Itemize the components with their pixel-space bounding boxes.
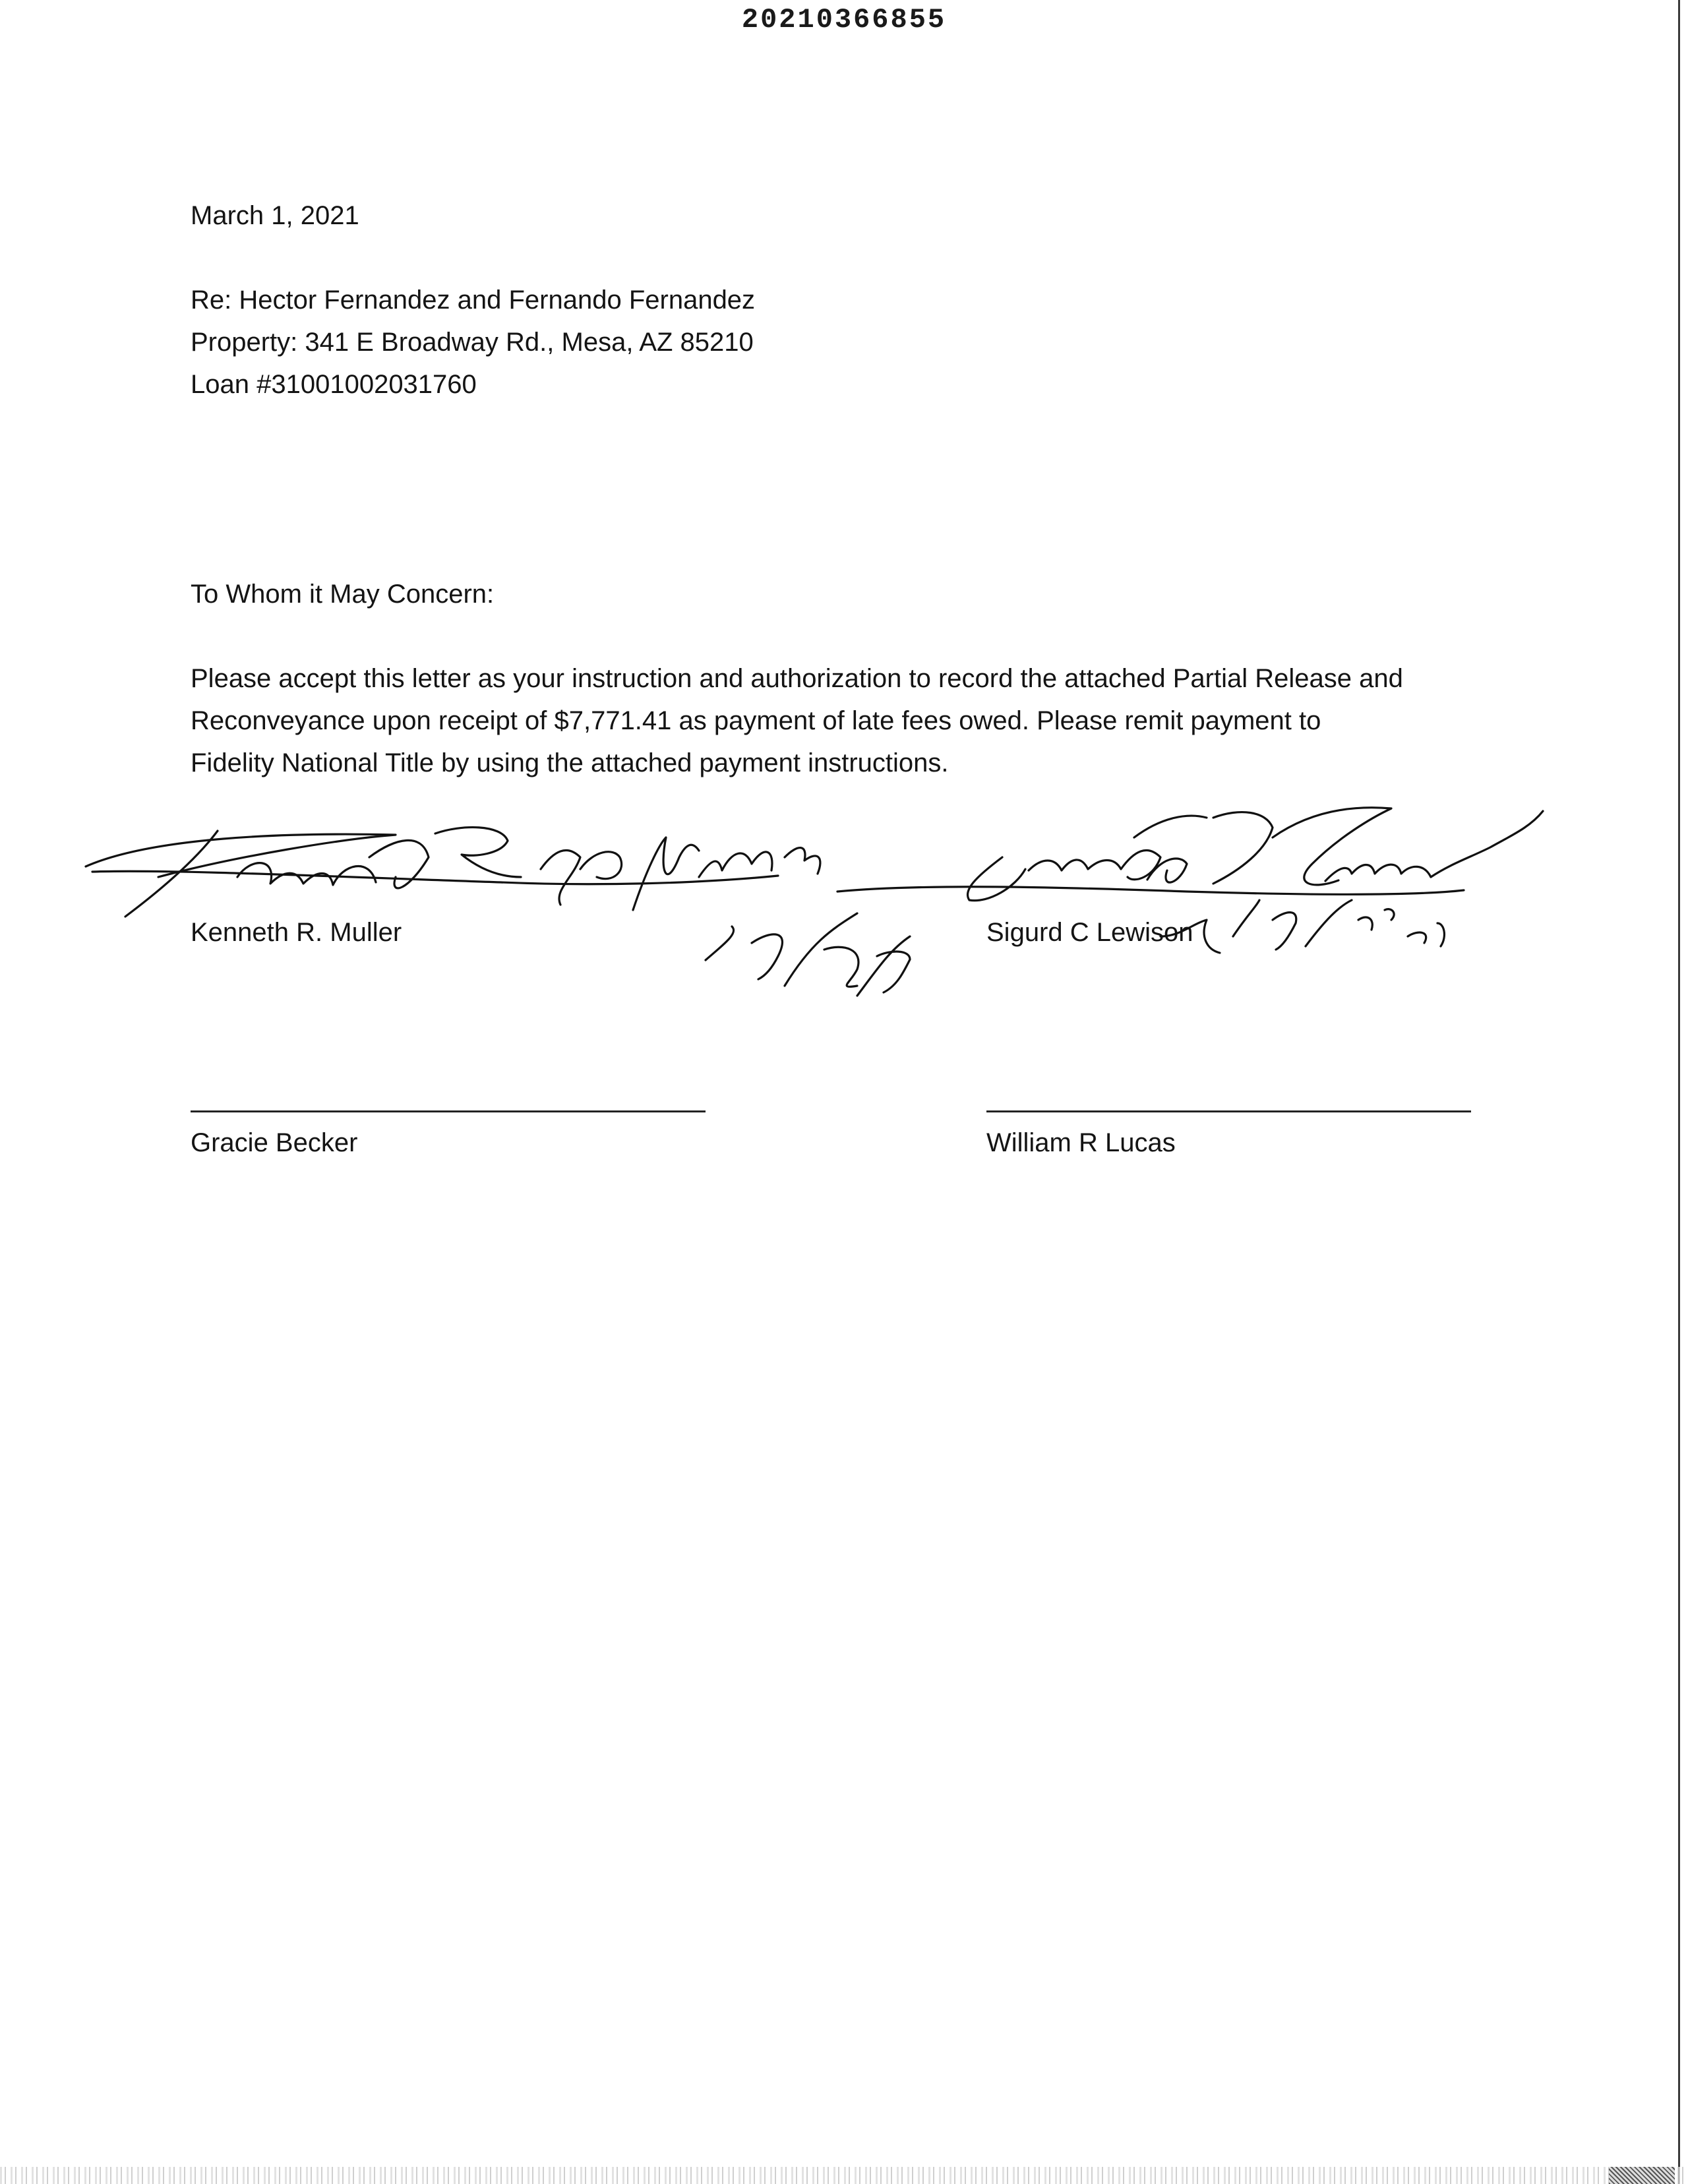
signatory-name-kenneth-muller: Kenneth R. Muller [191,918,402,947]
loan-line: Loan #31001002031760 [191,370,477,399]
body-line: Reconveyance upon receipt of $7,771.41 as payment of late fees owed. Please remit payment to [191,706,1321,735]
signature-sigurd-lewison [837,808,1543,953]
signature-kenneth-muller [86,828,910,996]
property-line: Property: 341 E Broadway Rd., Mesa, AZ 85210 [191,328,754,357]
scan-edge-bottom-dark [1609,2167,1675,2184]
body-line: Fidelity National Title by using the attached payment instructions. [191,748,949,777]
signatory-name-gracie-becker: Gracie Becker [191,1128,358,1157]
re-line: Re: Hector Fernandez and Fernando Fernandez [191,286,756,315]
letter-date: March 1, 2021 [191,201,359,230]
scan-edge-right [1678,0,1680,2184]
signatory-name-william-lucas: William R Lucas [986,1128,1176,1157]
body-line: Please accept this letter as your instruction and authorization to record the attached Partial Release and [191,664,1403,693]
signatory-name-sigurd-lewison: Sigurd C Lewison [986,918,1193,947]
recording-number: 20210366855 [741,4,947,36]
scan-edge-bottom [0,2167,1688,2184]
salutation: To Whom it May Concern: [191,580,495,609]
